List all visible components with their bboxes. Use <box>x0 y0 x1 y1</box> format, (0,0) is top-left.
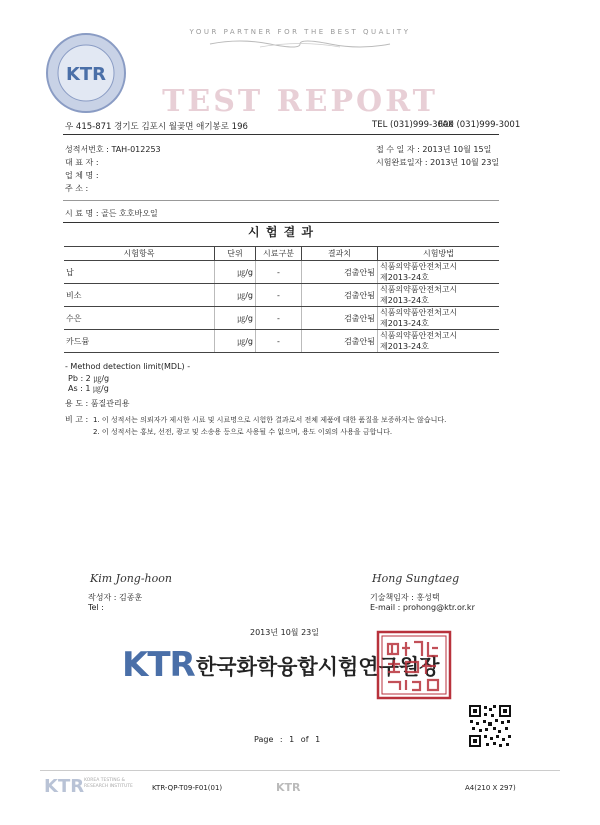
cell-division: - <box>256 261 302 284</box>
table-row <box>64 284 499 307</box>
page-of: of <box>300 735 309 744</box>
page-total: 1 <box>315 735 321 744</box>
sample-label: 시 료 명 : <box>65 209 99 218</box>
method-line2: 제2013-24호 <box>380 319 429 328</box>
report-no-label: 성적서번호 : <box>65 145 109 154</box>
received-row <box>376 144 491 155</box>
purpose-label: 용 도 : <box>65 399 89 408</box>
approver-label: 기술책임자 : <box>370 593 414 602</box>
cell-division: - <box>256 307 302 330</box>
note-1: 1. 이 성적서는 의뢰자가 제시한 시료 및 시료명으로 시험한 결과로서 전체 제품에 대한 품질을 보증하지는 않습니다. <box>93 416 447 424</box>
col-unit: 단위 <box>215 247 256 261</box>
cell-item: 카드뮴 <box>64 330 215 353</box>
official-stamp-icon <box>376 630 452 700</box>
cell-result: 검출안됨 <box>302 330 378 353</box>
footer-divider <box>40 770 560 771</box>
rep-label: 대 표 자 : <box>65 158 99 167</box>
col-result: 결과치 <box>302 247 378 261</box>
method-line1: 식품의약품안전처고시 <box>380 285 458 294</box>
method-line1: 식품의약품안전처고시 <box>380 262 458 271</box>
info-divider <box>63 200 499 201</box>
writer-row <box>88 592 142 603</box>
cell-item: 수은 <box>64 307 215 330</box>
method-line1: 식품의약품안전처고시 <box>380 331 458 340</box>
mdl-pb: Pb : 2 ㎍/g <box>68 374 110 383</box>
email-row <box>370 603 475 612</box>
sample-row <box>65 208 158 219</box>
completed-row <box>376 157 499 168</box>
table-row <box>64 330 499 353</box>
footer-logo: KTR <box>44 776 85 797</box>
cell-item: 비소 <box>64 284 215 307</box>
method-line2: 제2013-24호 <box>380 273 429 282</box>
cell-method <box>378 261 500 284</box>
sample-name: 골든 호호바오일 <box>101 209 158 218</box>
cell-division: - <box>256 284 302 307</box>
footer-logo-sub2: RESEARCH INSTITUTE <box>84 784 133 789</box>
cell-unit: ㎍/g <box>215 307 256 330</box>
footer-logo-sub1: KOREA TESTING & <box>84 778 126 783</box>
page-indicator <box>254 735 320 744</box>
table-row <box>64 307 499 330</box>
completed-label: 시험완료일자 : <box>376 158 428 167</box>
mdl-title: - Method detection limit(MDL) - <box>65 362 191 371</box>
table-row <box>64 261 499 284</box>
notes-label: 비 고 : <box>65 415 89 424</box>
header-divider <box>63 134 499 135</box>
seal-text: KTR <box>65 64 107 85</box>
issue-date: 2013년 10월 23일 <box>250 628 319 637</box>
col-test-item: 시험항목 <box>64 247 215 261</box>
writer-label: 작성자 : <box>88 593 117 602</box>
approver-name: 홍성택 <box>416 593 440 602</box>
address-label: 주 소 : <box>65 184 89 193</box>
tagline: YOUR PARTNER FOR THE BEST QUALITY <box>189 28 411 36</box>
note-2: 2. 이 성적서는 홍보, 선전, 광고 및 소송용 등으로 사용될 수 없으며, 용도 이외의 사용을 금합니다. <box>93 428 393 436</box>
report-no: TAH-012253 <box>111 145 161 154</box>
mdl-as: As : 1 ㎍/g <box>68 384 109 393</box>
cell-unit: ㎍/g <box>215 330 256 353</box>
right-signature: Hong Sungtaeg <box>372 572 460 585</box>
tel: TEL (031)999-3000 <box>372 120 454 130</box>
ktr-logo-text: KTR <box>122 645 195 685</box>
page-label: Page : <box>254 735 283 744</box>
footer-logo-sub <box>84 778 133 790</box>
results-table <box>64 246 499 353</box>
address: 우 415-871 경기도 김포시 월곶면 애기봉로 196 <box>65 122 248 132</box>
purpose-row <box>65 398 129 409</box>
writer-name: 김종훈 <box>118 593 143 602</box>
ktr-seal-logo <box>45 32 127 114</box>
company-label: 업 체 명 : <box>65 171 99 180</box>
email-value: prohong@ktr.or.kr <box>402 603 475 612</box>
cell-method <box>378 307 500 330</box>
report-no-row <box>65 144 161 155</box>
col-division: 시료구분 <box>256 247 302 261</box>
ornament-divider <box>200 38 400 50</box>
cell-method <box>378 284 500 307</box>
results-title: 시 험 결 과 <box>248 225 314 239</box>
cell-result: 검출안됨 <box>302 261 378 284</box>
method-line2: 제2013-24호 <box>380 296 429 305</box>
results-header-row <box>64 247 499 261</box>
paper-size: A4(210 X 297) <box>465 784 516 792</box>
cell-result: 검출안됨 <box>302 284 378 307</box>
ktr-logo <box>122 645 195 685</box>
tel-label: Tel : <box>88 603 104 612</box>
method-line2: 제2013-24호 <box>380 342 429 351</box>
left-signature: Kim Jong-hoon <box>90 572 172 585</box>
cell-method <box>378 330 500 353</box>
completed-date: 2013년 10월 23일 <box>430 158 500 167</box>
report-title: TEST REPORT <box>162 84 438 119</box>
form-number: KTR-QP-T09-F01(01) <box>152 784 223 792</box>
received-date: 2013년 10월 15일 <box>422 145 492 154</box>
email-label: E-mail : <box>370 603 401 612</box>
approver-row <box>370 592 440 603</box>
purpose-value: 품질관리용 <box>90 399 130 408</box>
cell-division: - <box>256 330 302 353</box>
footer-center-logo: KTR <box>276 781 301 794</box>
cell-item: 납 <box>64 261 215 284</box>
page-current: 1 <box>289 735 295 744</box>
fax: FAX (031)999-3001 <box>438 120 521 130</box>
institute-name: 한국화학융합시험연구원장 <box>196 655 440 679</box>
cell-unit: ㎍/g <box>215 284 256 307</box>
method-line1: 식품의약품안전처고시 <box>380 308 458 317</box>
received-label: 접 수 일 자 : <box>376 145 420 154</box>
cell-result: 검출안됨 <box>302 307 378 330</box>
qr-code-icon <box>468 704 512 748</box>
cell-unit: ㎍/g <box>215 261 256 284</box>
col-method: 시험방법 <box>378 247 500 261</box>
